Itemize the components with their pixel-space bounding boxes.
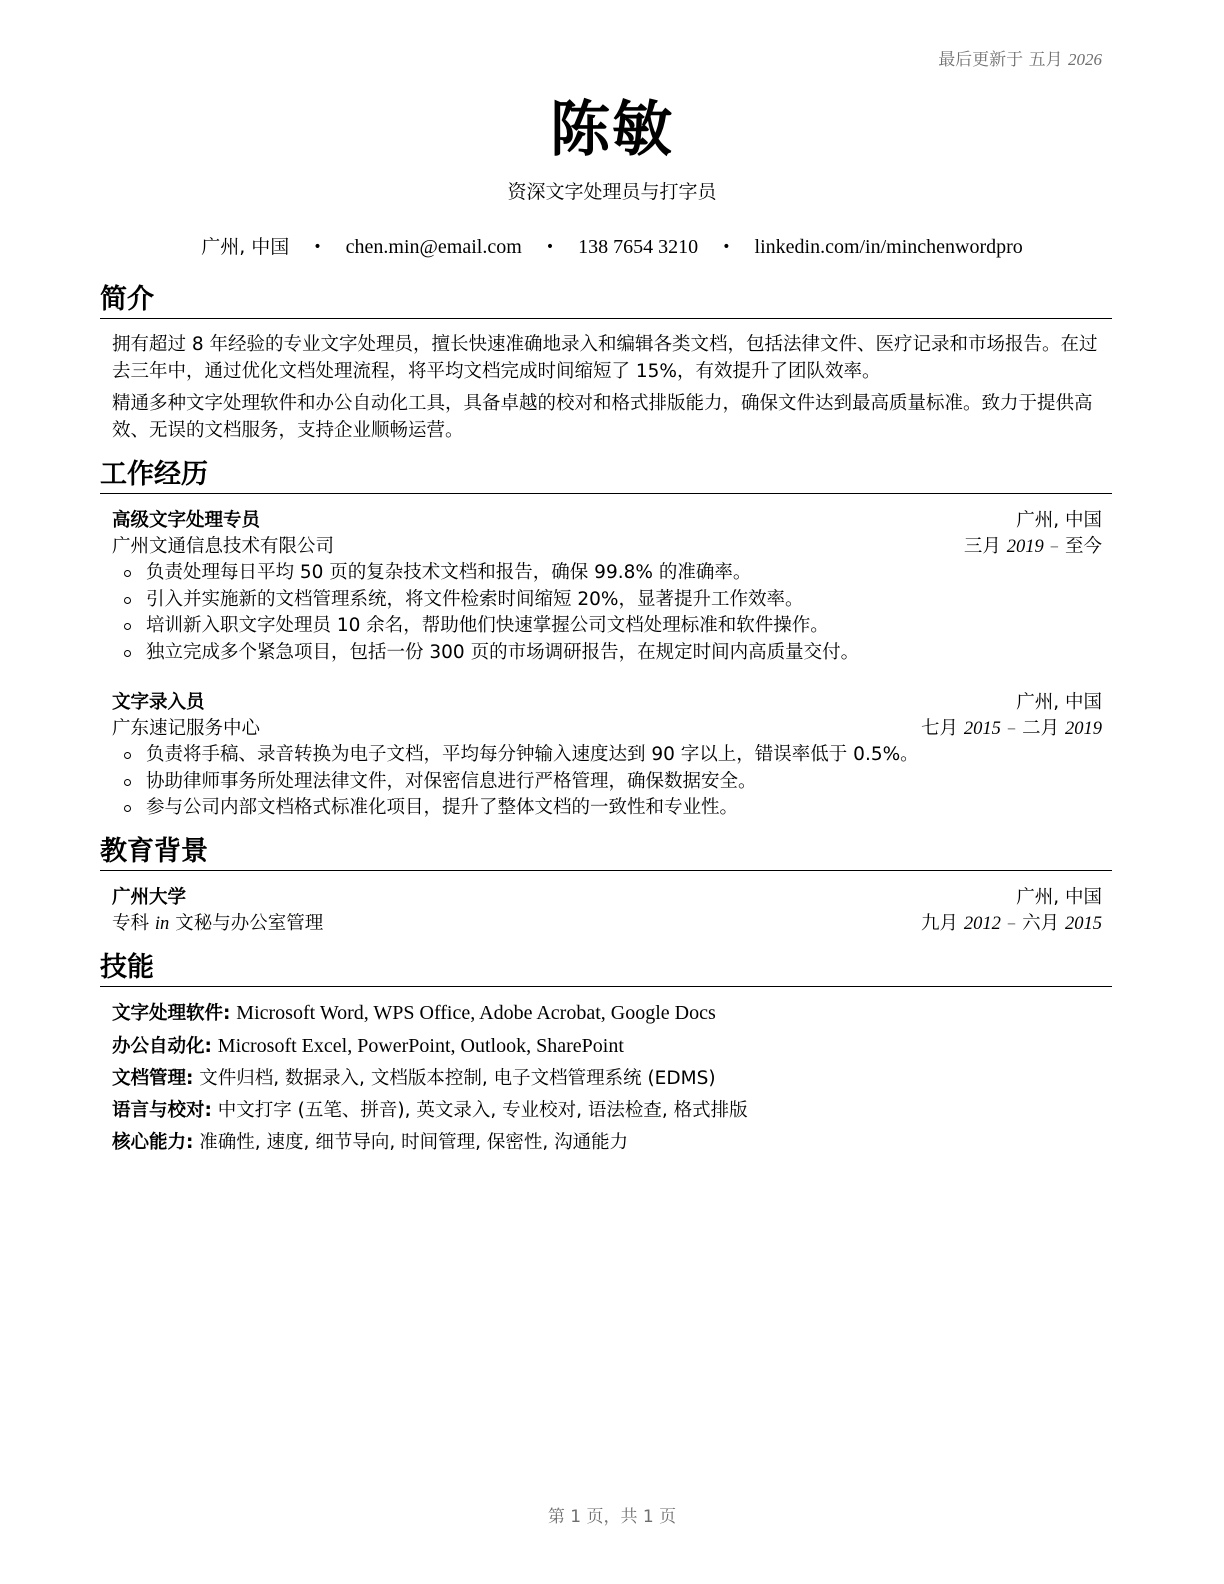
job-bullet: 参与公司内部文档格式标准化项目，提升了整体文档的一致性和专业性。 (122, 795, 1102, 822)
skills-title: 技能 (100, 952, 1112, 987)
skill-value: 中文打字 (五笔、拼音), 英文录入, 专业校对, 语法检查, 格式排版 (217, 1100, 748, 1121)
skill-row (112, 1030, 1102, 1063)
contact-email[interactable]: chen.min@email.com (345, 236, 522, 258)
job-location: 广州, 中国 (1016, 510, 1102, 531)
job-bullet: 负责将手稿、录音转换为电子文档，平均每分钟输入速度达到 90 字以上，错误率低于 0.5%。 (122, 742, 1102, 769)
skill-label: 办公自动化: (112, 1036, 212, 1057)
last-updated (938, 45, 1102, 70)
degree-major: 文秘与办公室管理 (175, 913, 324, 934)
contact-linkedin[interactable]: linkedin.com/in/minchenwordpro (754, 236, 1023, 258)
job-company: 广东速记服务中心 (112, 718, 261, 739)
summary-paragraph: 拥有超过 8 年经验的专业文字处理员，擅长快速准确地录入和编辑各类文档，包括法律文件、医疗记录和市场报告。在过去三年中，通过优化文档处理流程，将平均文档完成时间缩短了 15%，有效提升了团队效率。 (112, 334, 1098, 382)
job-entry (112, 690, 1102, 822)
school-location: 广州, 中国 (1016, 887, 1102, 908)
job-start-year: 2015 (963, 719, 1001, 739)
education-section (100, 836, 1112, 937)
skill-value: Microsoft Excel, PowerPoint, Outlook, SharePoint (217, 1035, 624, 1057)
job-bullet: 协助律师事务所处理法律文件，对保密信息进行严格管理，确保数据安全。 (122, 769, 1102, 796)
summary-title: 简介 (100, 284, 1112, 319)
job-bullet: 培训新入职文字处理员 10 余名，帮助他们快速掌握公司文档处理标准和软件操作。 (122, 613, 1102, 640)
job-start-month: 七月 (920, 718, 958, 739)
contact-location: 广州, 中国 (201, 236, 290, 258)
job-company: 广州文通信息技术有限公司 (112, 536, 335, 557)
job-bullets (112, 560, 1102, 666)
contact-separator: • (545, 239, 555, 255)
skill-label: 语言与校对: (112, 1100, 212, 1121)
job-bullet: 负责处理每日平均 50 页的复杂技术文档和报告，确保 99.8% 的准确率。 (122, 560, 1102, 587)
degree-line (112, 911, 323, 937)
skills-section (100, 952, 1112, 1159)
contact-line (0, 232, 1224, 259)
job-start-year: 2019 (1006, 537, 1044, 557)
job-end-year: 2019 (1065, 719, 1102, 739)
degree-level: 专科 (112, 913, 150, 934)
experience-section (100, 459, 1112, 822)
skill-row (112, 1127, 1102, 1159)
skill-label: 核心能力: (112, 1132, 194, 1153)
job-bullets (112, 742, 1102, 822)
edu-start-month: 九月 (920, 913, 958, 934)
degree-in: in (154, 914, 170, 934)
education-dates (921, 911, 1102, 937)
education-title: 教育背景 (100, 836, 1112, 871)
job-role: 文字录入员 (112, 692, 205, 713)
skill-value: 准确性, 速度, 细节导向, 时间管理, 保密性, 沟通能力 (199, 1132, 629, 1153)
date-dash: – (1006, 718, 1017, 739)
candidate-headline: 资深文字处理员与打字员 (507, 181, 717, 203)
summary-section (100, 284, 1112, 444)
last-updated-year: 2026 (1068, 50, 1102, 69)
page-number: 第 1 页，共 1 页 (547, 1507, 677, 1527)
skill-label: 文档管理: (112, 1068, 194, 1089)
experience-title: 工作经历 (100, 459, 1112, 494)
skill-label: 文字处理软件: (112, 1003, 231, 1024)
job-bullet: 独立完成多个紧急项目，包括一份 300 页的市场调研报告，在规定时间内高质量交付。 (122, 640, 1102, 667)
edu-end-month: 六月 (1022, 913, 1060, 934)
skill-row (112, 1095, 1102, 1127)
edu-end-year: 2015 (1065, 914, 1102, 934)
job-location: 广州, 中国 (1016, 692, 1102, 713)
skill-row (112, 1063, 1102, 1095)
contact-separator: • (722, 239, 731, 255)
candidate-name: 陈敏 (550, 95, 674, 165)
date-dash: – (1006, 913, 1017, 934)
date-dash: – (1049, 536, 1059, 557)
job-entry (112, 508, 1102, 666)
skill-value: 文件归档, 数据录入, 文档版本控制, 电子文档管理系统 (EDMS) (199, 1068, 716, 1089)
summary-paragraph: 精通多种文字处理软件和办公自动化工具，具备卓越的校对和格式排版能力，确保文件达到最高质量标准。致力于提供高效、无误的文档服务，支持企业顺畅运营。 (112, 393, 1093, 441)
school-name: 广州大学 (112, 887, 187, 908)
job-dates (921, 716, 1102, 742)
job-end-month: 二月 (1022, 718, 1060, 739)
job-end-month: 至今 (1064, 536, 1102, 557)
contact-phone: 138 7654 3210 (578, 236, 699, 258)
last-updated-label: 最后更新于 五月 (938, 50, 1063, 70)
job-bullet: 引入并实施新的文档管理系统，将文件检索时间缩短 20%，显著提升工作效率。 (122, 587, 1102, 614)
contact-separator: • (313, 239, 322, 255)
job-start-month: 三月 (963, 536, 1001, 557)
job-dates (964, 534, 1102, 560)
edu-start-year: 2012 (963, 914, 1001, 934)
skill-row (112, 997, 1102, 1030)
job-role: 高级文字处理专员 (112, 510, 261, 531)
skill-value: Microsoft Word, WPS Office, Adobe Acrobat, Google Docs (236, 1002, 716, 1024)
